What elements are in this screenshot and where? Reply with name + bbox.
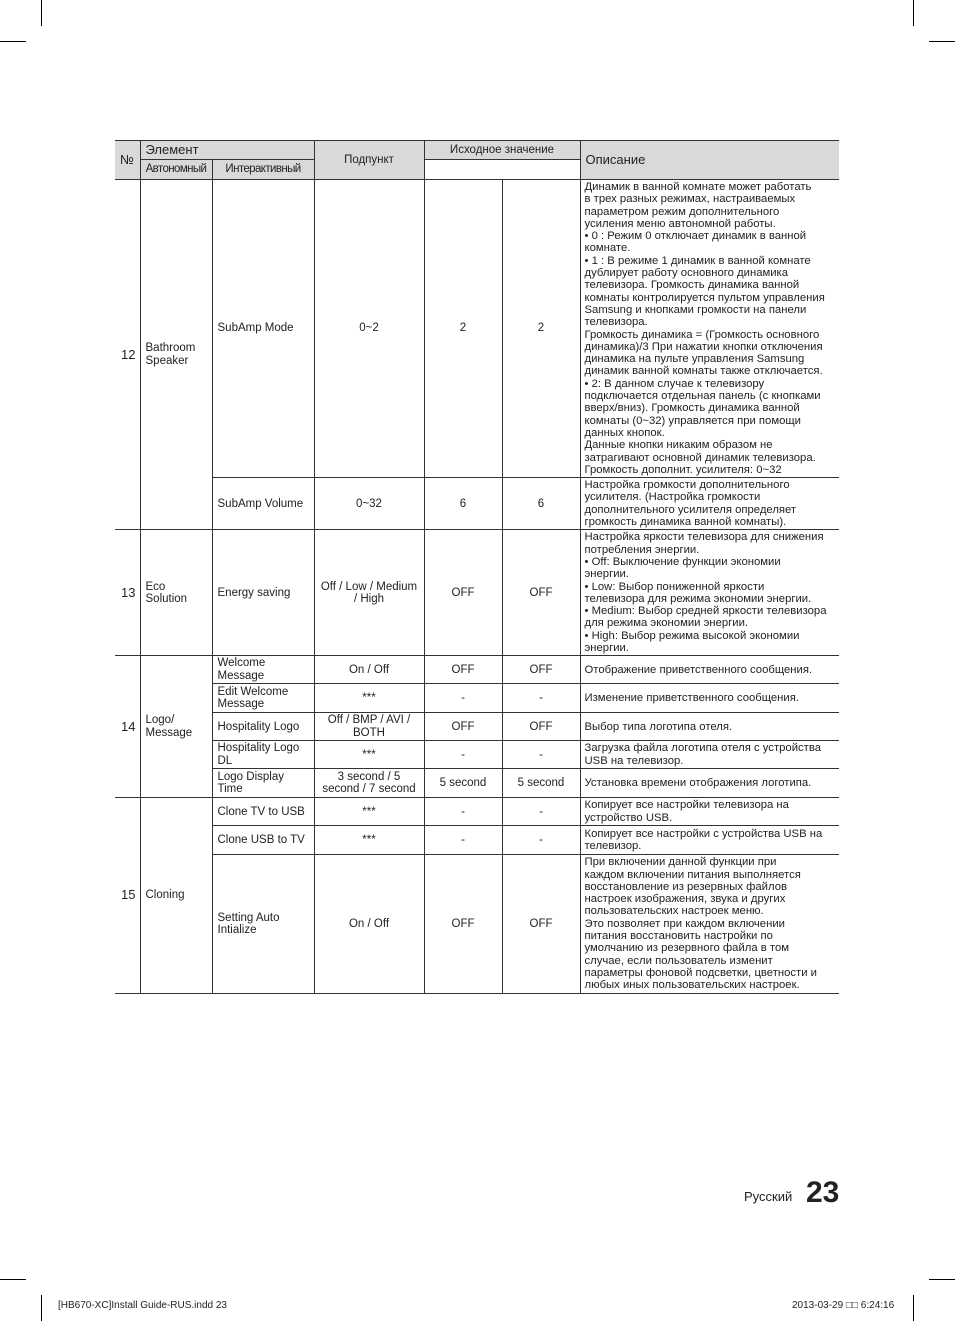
table-row — [115, 478, 839, 530]
value-range: On / Off — [314, 855, 424, 993]
header-item: Элемент — [140, 141, 314, 160]
standalone-value: - — [424, 684, 502, 713]
table-row — [115, 530, 839, 656]
item-name: Logo/ Message — [140, 656, 212, 798]
value-range: *** — [314, 826, 424, 855]
subitem-name: Hospitality Logo DL — [212, 741, 314, 769]
crop-mark — [929, 1279, 955, 1280]
crop-mark — [0, 41, 26, 42]
table-row — [115, 684, 839, 713]
description: Установка времени отображения логотипа. — [580, 769, 839, 798]
standalone-value: OFF — [424, 530, 502, 656]
standalone-value: - — [424, 741, 502, 769]
interactive-value: OFF — [502, 713, 580, 741]
description: Копирует все настройки с устройства USB на телевизор. — [580, 826, 839, 855]
table-row — [115, 798, 839, 826]
description: Настройка яркости телевизора для снижения потребления энергии. • Off: Выключение функции экономии энергии. • Low: Выбор пониженной яркости телевизора для режима экономии энергии. • Medium: Выбор средней яркости телевизора для режима экономии энергии. • High: Выбор режима высокой экономии энергии. — [580, 530, 839, 656]
value-range: 0~32 — [314, 478, 424, 530]
description: Копирует все настройки телевизора на устройство USB. — [580, 798, 839, 826]
value-range: Off / Low / Medium / High — [314, 530, 424, 656]
subitem-name: SubAmp Mode — [212, 180, 314, 478]
description: Динамик в ванной комнате может работать в трех разных режимах, настраиваемых параметром режим дополнительного усиления меню автономной работы. • 0 : Режим 0 отключает динамик в ванной комнате. • 1 : В режиме 1 динамик в ванной комнате дублирует работу основного динамика телевизора. Громкость динамика ванной комнаты контролируется пультом управления Samsung и кнопками громкости на панели телевизора. Громкость динамика = (Громкость основного динамика)/3 При нажатии кнопки отключения динамика на пульте управления Samsung динамик ванной комнаты также отключается. • 2: В данном случае к телевизору подключается отдельная панель (с кнопками вверх/вниз). Громкость динамика ванной комнаты (0~32) управляется при помощи данных кнопок. Данные кнопки никаким образом не затрагивают основной динамик телевизора. Громкость дополнит. усилителя: 0~32 — [580, 180, 839, 478]
crop-mark — [929, 41, 955, 42]
subitem-name: Edit Welcome Message — [212, 684, 314, 713]
print-timestamp: 2013-03-29 □□ 6:24:16 — [792, 1300, 895, 1311]
subitem-name: Logo Display Time — [212, 769, 314, 798]
subitem-name: Setting Auto Intialize — [212, 855, 314, 993]
standalone-value: 6 — [424, 478, 502, 530]
description: Настройка громкости дополнительного усилителя. (Настройка громкости дополнительного усилителя определяет громкость динамика ванной комнаты). — [580, 478, 839, 530]
standalone-value: - — [424, 826, 502, 855]
item-name: Bathroom Speaker — [140, 180, 212, 530]
subitem-name: SubAmp Volume — [212, 478, 314, 530]
interactive-value: OFF — [502, 855, 580, 993]
interactive-value: 2 — [502, 180, 580, 478]
table-row — [115, 855, 839, 993]
crop-mark — [0, 1279, 26, 1280]
header-no: № — [115, 141, 140, 180]
item-name: Eco Solution — [140, 530, 212, 656]
header-interactive: Интерактивный — [212, 160, 314, 180]
table-row — [115, 826, 839, 855]
row-number: 13 — [115, 530, 140, 656]
header-standalone: Автономный — [140, 160, 212, 180]
interactive-value: 6 — [502, 478, 580, 530]
subitem-name: Clone USB to TV — [212, 826, 314, 855]
standalone-value: 5 second — [424, 769, 502, 798]
subitem-name: Energy saving — [212, 530, 314, 656]
header-description: Описание — [580, 141, 839, 180]
value-range: 3 second / 5 second / 7 second — [314, 769, 424, 798]
interactive-value: - — [502, 741, 580, 769]
description: Отображение приветственного сообщения. — [580, 656, 839, 684]
subitem-name: Hospitality Logo — [212, 713, 314, 741]
interactive-value: - — [502, 684, 580, 713]
table-row — [115, 656, 839, 684]
row-number: 14 — [115, 656, 140, 798]
interactive-value: OFF — [502, 656, 580, 684]
interactive-value: 5 second — [502, 769, 580, 798]
standalone-value: OFF — [424, 656, 502, 684]
table-row — [115, 741, 839, 769]
description: Изменение приветственного сообщения. — [580, 684, 839, 713]
file-slug: [HB670-XC]Install Guide-RUS.indd 23 — [58, 1300, 227, 1311]
standalone-value: OFF — [424, 855, 502, 993]
standalone-value: - — [424, 798, 502, 826]
crop-mark — [913, 0, 914, 26]
crop-mark — [913, 1295, 914, 1321]
settings-table — [115, 140, 839, 994]
footer-language: Русский — [744, 1189, 793, 1204]
value-range: Off / BMP / AVI / BOTH — [314, 713, 424, 741]
value-range: *** — [314, 741, 424, 769]
interactive-value: - — [502, 798, 580, 826]
value-range: *** — [314, 798, 424, 826]
subitem-name: Welcome Message — [212, 656, 314, 684]
header-subitem: Подпункт — [314, 141, 424, 180]
value-range: On / Off — [314, 656, 424, 684]
row-number: 15 — [115, 798, 140, 993]
standalone-value: OFF — [424, 713, 502, 741]
value-range: *** — [314, 684, 424, 713]
crop-mark — [41, 1295, 42, 1321]
description: Выбор типа логотипа отеля. — [580, 713, 839, 741]
subitem-name: Clone TV to USB — [212, 798, 314, 826]
table-row — [115, 769, 839, 798]
crop-mark — [41, 0, 42, 26]
description: Загрузка файла логотипа отеля с устройства USB на телевизор. — [580, 741, 839, 769]
interactive-value: OFF — [502, 530, 580, 656]
table-row — [115, 713, 839, 741]
item-name: Cloning — [140, 798, 212, 993]
interactive-value: - — [502, 826, 580, 855]
standalone-value: 2 — [424, 180, 502, 478]
page-number: 23 — [806, 1176, 840, 1209]
header-default-value: Исходное значение — [424, 141, 580, 160]
value-range: 0~2 — [314, 180, 424, 478]
table-row — [115, 180, 839, 478]
row-number: 12 — [115, 180, 140, 530]
description: При включении данной функции при каждом включении питания выполняется восстановление из резервных файлов настроек изображения, звука и других пользовательских настроек меню. Это позволяет при каждом включении питания восстановить настройки по умолчанию из резервного файла в том случае, если пользователь изменит параметры фоновой подсветки, цветности и любых иных пользовательских настроек. — [580, 855, 839, 993]
